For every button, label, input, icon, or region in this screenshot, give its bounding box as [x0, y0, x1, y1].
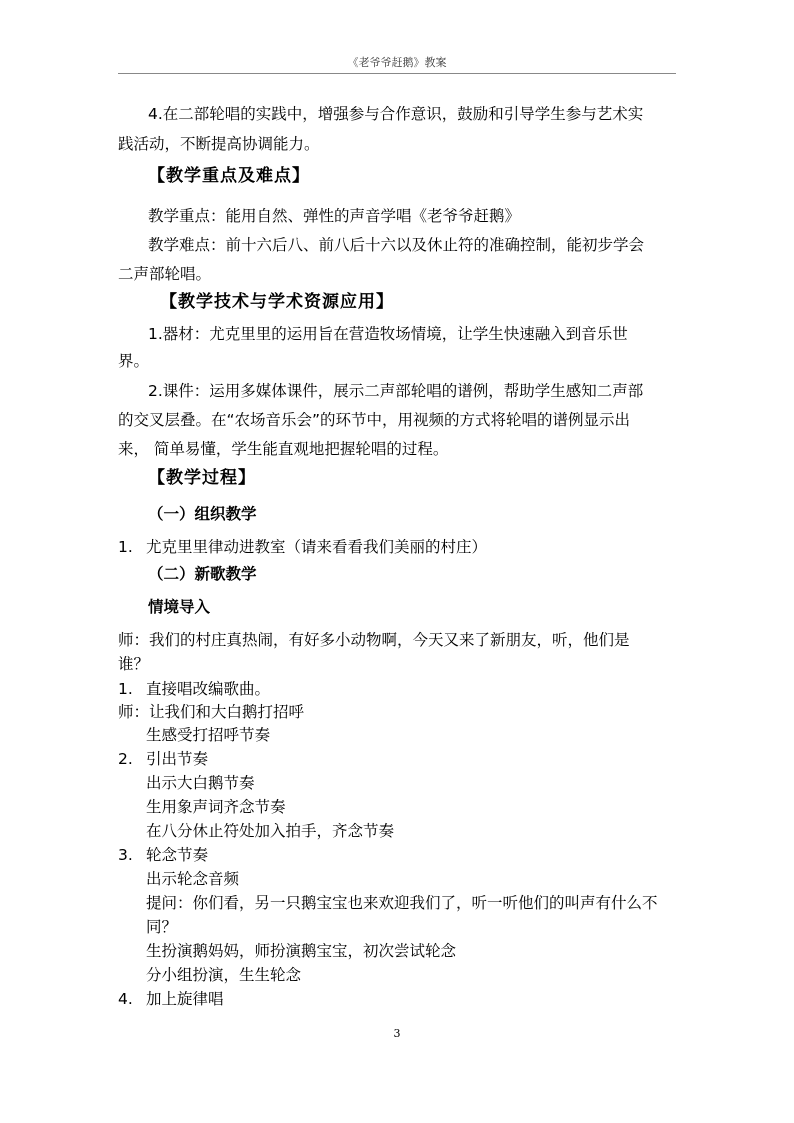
list-number: 3. — [118, 846, 133, 864]
objective-4-line-2: 践活动，不断提高协调能力。 — [118, 135, 320, 153]
step-2-sub-3: 在八分休止符处加入拍手，齐念节奏 — [146, 822, 395, 840]
step-3-sub-2-line-2: 同？ — [146, 918, 178, 936]
teaching-focus: 教学重点：能用自然、弹性的声音学唱《老爷爷赶鹅》 — [148, 207, 521, 225]
teacher-line-2: 师：让我们和大白鹅打招呼 — [118, 703, 305, 721]
step-2-sub-2: 生用象声词齐念节奏 — [146, 798, 286, 816]
key-points-heading: 【教学重点及难点】 — [148, 166, 310, 186]
list-number: 4. — [118, 990, 133, 1008]
teaching-difficulty-line-1: 教学难点：前十六后八、前八后十六以及休止符的准确控制，能初步学会 — [148, 236, 645, 254]
step-3-sub-1: 出示轮念音频 — [146, 870, 240, 888]
teacher-line-1-cont: 谁？ — [118, 655, 150, 673]
list-number: 1. — [118, 680, 133, 698]
tech-item-1-line-2: 界。 — [118, 352, 150, 370]
list-text: 加上旋律唱 — [146, 990, 224, 1008]
section-new-song: （二）新歌教学 — [148, 565, 257, 583]
step-3-sub-2-line-1: 提问：你们看，另一只鹅宝宝也来欢迎我们了，听一听他们的叫声有什么不 — [146, 894, 658, 912]
tech-item-2-line-1: 2.课件：运用多媒体课件，展示二声部轮唱的谱例，帮助学生感知二声部 — [148, 382, 644, 400]
list-item — [118, 987, 678, 1011]
step-3-sub-3: 生扮演鹅妈妈，师扮演鹅宝宝，初次尝试轮念 — [146, 942, 457, 960]
step-2-sub-1: 出示大白鹅节奏 — [146, 774, 255, 792]
tech-item-2-line-3: 来， 简单易懂，学生能直观地把握轮唱的过程。 — [118, 440, 449, 458]
list-item — [118, 535, 678, 559]
teacher-line-1: 师：我们的村庄真热闹，有好多小动物啊，今天又来了新朋友，听，他们是 — [118, 631, 630, 649]
list-item — [118, 747, 678, 771]
list-text: 轮念节奏 — [146, 846, 209, 864]
list-item — [118, 843, 678, 867]
objective-4-line-1: 4.在二部轮唱的实践中，增强参与合作意识，鼓励和引导学生参与艺术实 — [148, 105, 644, 123]
list-number: 2. — [118, 750, 133, 768]
subsection-scenario-intro: 情境导入 — [148, 598, 211, 616]
list-text: 引出节奏 — [146, 750, 209, 768]
process-heading: 【教学过程】 — [148, 468, 256, 488]
page-number: 3 — [393, 1027, 401, 1040]
list-number: 1. — [118, 538, 133, 556]
list-item — [118, 677, 678, 701]
section-organize-teaching: （一）组织教学 — [148, 505, 257, 523]
page-header: 《老爷爷赶鹅》教案 — [347, 56, 447, 69]
step-3-sub-4: 分小组扮演，生生轮念 — [146, 966, 302, 984]
tech-item-2-line-2: 的交叉层叠。在“农场音乐会”的环节中，用视频的方式将轮唱的谱例显示出 — [118, 411, 631, 429]
list-text: 尤克里里律动进教室（请来看看我们美丽的村庄） — [146, 538, 488, 556]
step-1-sub-1: 生感受打招呼节奏 — [146, 726, 271, 744]
header-divider — [118, 73, 676, 74]
tech-item-1-line-1: 1.器材：尤克里里的运用旨在营造牧场情境，让学生快速融入到音乐世 — [148, 325, 628, 343]
teaching-difficulty-line-2: 二声部轮唱。 — [118, 265, 212, 283]
list-text: 直接唱改编歌曲。 — [146, 680, 271, 698]
tech-heading: 【教学技术与学术资源应用】 — [160, 292, 394, 312]
